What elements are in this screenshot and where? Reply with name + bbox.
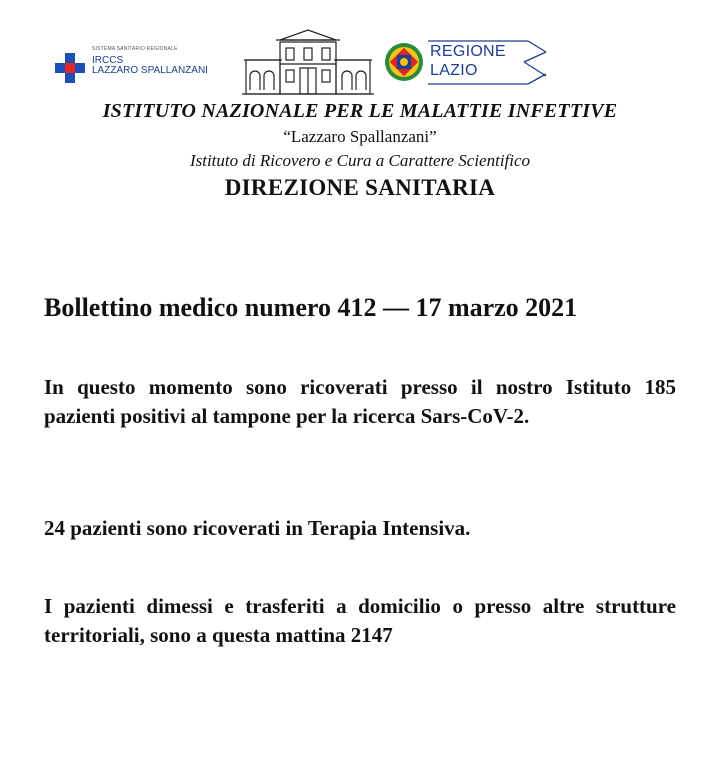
medical-cross-icon — [55, 53, 85, 83]
regione-lazio-emblem-icon — [384, 42, 424, 82]
bulletin-paragraph-admitted: In questo momento sono ricoverati presso il nostro Istituto 185 pazienti positivi al tampone per la ricerca Sars-CoV-2. — [44, 375, 676, 428]
department-title: DIREZIONE SANITARIA — [224, 175, 496, 200]
logo-bar — [0, 28, 720, 96]
irccs-label: IRCCS — [92, 55, 124, 66]
building-icon — [242, 28, 374, 96]
lazio-label: LAZIO — [430, 62, 478, 79]
bulletin-paragraph-discharged: I pazienti dimessi e trasferiti a domicilio o presso altre strutture territoriali, sono a questa mattina 2147 — [44, 594, 676, 647]
bulletin-title: Bollettino medico numero 412 — 17 marzo 2021 — [44, 293, 578, 322]
regione-lazio-logo — [380, 40, 550, 86]
regione-label: REGIONE — [430, 43, 506, 60]
bulletin-paragraph-icu: 24 pazienti sono ricoverati in Terapia Intensiva. — [44, 516, 471, 540]
institute-title: ISTITUTO NAZIONALE PER LE MALATTIE INFETTIVE — [102, 100, 618, 122]
institute-subtitle: Istituto di Ricovero e Cura a Carattere Scientifico — [189, 151, 531, 170]
irccs-network-label: SISTEMA SANITARIO REGIONALE — [92, 46, 178, 52]
institute-name: “Lazzaro Spallanzani” — [283, 127, 437, 146]
spallanzani-label: LAZZARO SPALLANZANI — [92, 65, 208, 76]
irccs-spallanzani-logo — [55, 42, 235, 82]
